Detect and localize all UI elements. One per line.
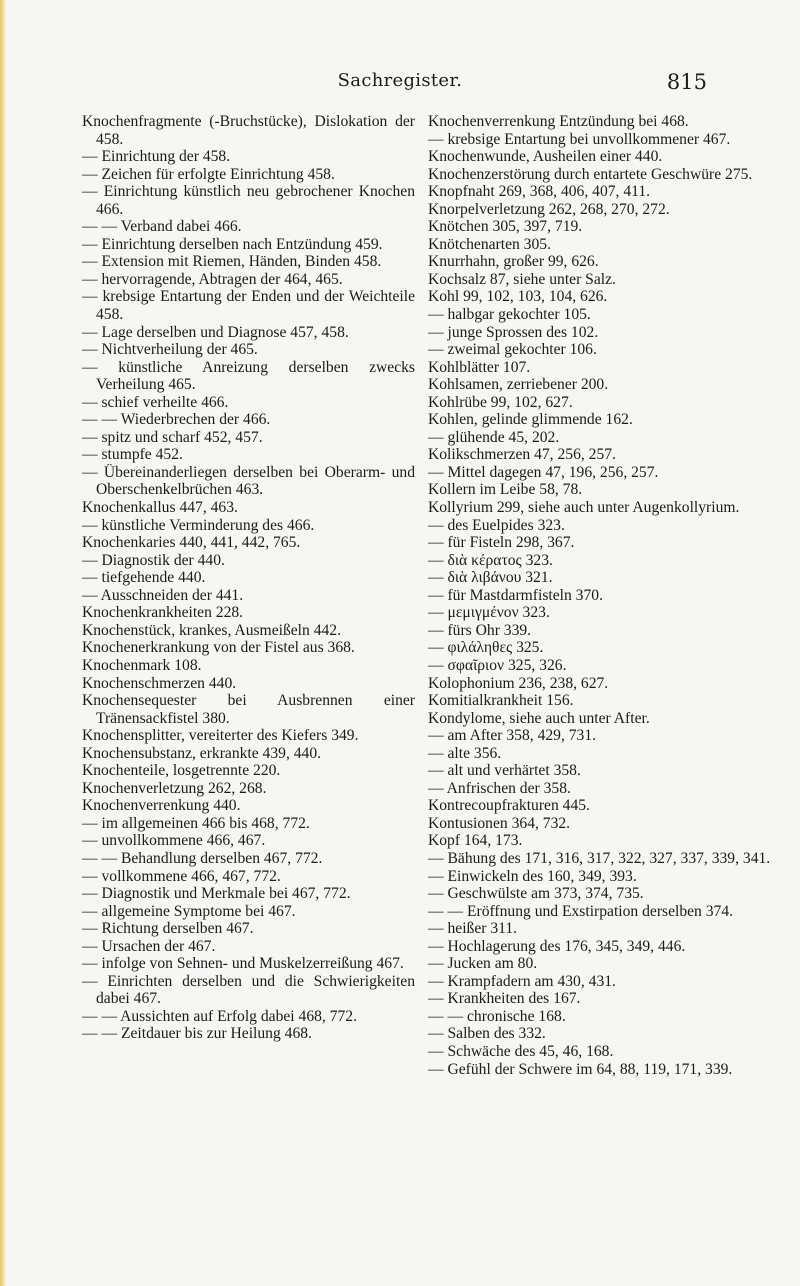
index-entry: — krebsige Entartung bei unvollkommener 467. — [428, 130, 731, 148]
index-entry: Knochenfragmente (-Bruchstücke), Dislokation der 458. — [82, 113, 415, 148]
index-entry: — Ursachen der 467. — [82, 937, 216, 955]
index-entry: Knochenverrenkung 440. — [82, 797, 241, 815]
index-entry: — Einrichten derselben und die Schwierigkeiten dabei 467. — [82, 972, 415, 1008]
index-column-left — [82, 113, 415, 1043]
index-entry: — διὰ κέρατος 323. — [428, 551, 553, 569]
index-entry: Knochenteile, losgetrennte 220. — [82, 762, 281, 780]
index-entry: Kolophonium 236, 238, 627. — [428, 674, 609, 692]
index-entry: — Jucken am 80. — [428, 955, 538, 973]
index-entry: Knochenverletzung 262, 268. — [82, 779, 267, 797]
index-entry: — Anfrischen der 358. — [428, 779, 571, 797]
index-entry: — Mittel dagegen 47, 196, 256, 257. — [428, 463, 659, 481]
index-entry: Komitialkrankheit 156. — [428, 692, 574, 710]
index-entry: — für Mastdarmfisteln 370. — [428, 586, 603, 604]
index-entry: — — Verband dabei 466. — [82, 218, 242, 236]
index-entry: Knötchenarten 305. — [428, 235, 551, 253]
index-entry: — hervorragende, Abtragen der 464, 465. — [82, 270, 343, 288]
index-entry: — μεμιγμένον 323. — [428, 604, 550, 622]
index-entry: — Ausschneiden der 441. — [82, 586, 244, 604]
index-entry: Kontusionen 364, 732. — [428, 814, 571, 832]
page-header — [0, 70, 800, 98]
index-entry: — Hochlagerung des 176, 345, 349, 446. — [428, 937, 686, 955]
index-entry: — alt und verhärtet 358. — [428, 762, 581, 780]
index-entry: Kohl 99, 102, 103, 104, 626. — [428, 288, 608, 306]
index-entry: — glühende 45, 202. — [428, 428, 560, 446]
index-entry: — Krankheiten des 167. — [428, 990, 581, 1008]
index-entry: Kontrecoupfrakturen 445. — [428, 797, 590, 815]
index-entry: — fürs Ohr 339. — [428, 621, 532, 639]
index-entry: — krebsige Entartung der Enden und der Weichteile 458. — [82, 288, 415, 324]
index-entry: Knochenkaries 440, 441, 442, 765. — [82, 534, 301, 552]
index-entry: — halbgar gekochter 105. — [428, 306, 591, 324]
index-entry: Kohlsamen, zerriebener 200. — [428, 376, 609, 394]
index-entry: — — chronische 168. — [428, 1007, 566, 1025]
index-entry: Knochenmark 108. — [82, 656, 202, 674]
index-entry: Knötchen 305, 397, 719. — [428, 218, 583, 236]
index-entry: Knochenerkrankung von der Fistel aus 368. — [82, 639, 355, 657]
index-entry: — heißer 311. — [428, 920, 518, 938]
index-entry: — Salben des 332. — [428, 1025, 546, 1043]
index-entry: Knochenkrankheiten 228. — [82, 604, 244, 622]
index-entry: Knochensubstanz, erkrankte 439, 440. — [82, 744, 322, 762]
index-entry: — Extension mit Riemen, Händen, Binden 458. — [82, 253, 382, 271]
index-entry: Knochenschmerzen 440. — [82, 674, 237, 692]
index-entry: — infolge von Sehnen- und Muskelzerreißung 467. — [82, 955, 404, 973]
index-entry: — Lage derselben und Diagnose 457, 458. — [82, 323, 349, 341]
index-entry: — allgemeine Symptome bei 467. — [82, 902, 296, 920]
index-entry: — Einrichtung der 458. — [82, 148, 231, 166]
index-entry: — — Aussichten auf Erfolg dabei 468, 772. — [82, 1007, 358, 1025]
index-entry: — Gefühl der Schwere im 64, 88, 119, 171, 339. — [428, 1060, 733, 1078]
index-entry: — spitz und scharf 452, 457. — [82, 428, 263, 446]
page-number: 815 — [666, 70, 707, 94]
index-entry: — künstliche Anreizung derselben zwecks Verheilung 465. — [82, 358, 415, 394]
index-entry: Kohlrübe 99, 102, 627. — [428, 393, 573, 411]
index-entry: Kochsalz 87, siehe unter Salz. — [428, 270, 616, 288]
index-entry: — σφαῖριον 325, 326. — [428, 656, 567, 674]
index-entry: — zweimal gekochter 106. — [428, 341, 597, 359]
page-edge — [0, 0, 6, 1286]
index-entry: Knochensequester bei Ausbrennen einer Tränensackfistel 380. — [82, 692, 415, 727]
index-entry: Knopfnaht 269, 368, 406, 407, 411. — [428, 183, 651, 201]
index-entry: — künstliche Verminderung des 466. — [82, 516, 315, 534]
index-entry: — — Behandlung derselben 467, 772. — [82, 849, 323, 867]
index-entry: — διὰ λιβάνου 321. — [428, 569, 553, 587]
index-entry: Kollern im Leibe 58, 78. — [428, 481, 583, 499]
index-entry: Kohlen, gelinde glimmende 162. — [428, 411, 633, 429]
index-entry: — tiefgehende 440. — [82, 569, 206, 587]
index-entry: — — Zeitdauer bis zur Heilung 468. — [82, 1025, 312, 1043]
index-entry: Knurrhahn, großer 99, 626. — [428, 253, 599, 271]
index-entry: Kopf 164, 173. — [428, 832, 523, 850]
index-entry: — Einrichtung künstlich neu gebrochener Knochen 466. — [82, 183, 415, 218]
index-entry: — junge Sprossen des 102. — [428, 323, 599, 341]
index-entry: Knorpelverletzung 262, 268, 270, 272. — [428, 200, 670, 218]
index-entry: — Schwäche des 45, 46, 168. — [428, 1042, 614, 1060]
index-entry: — vollkommene 466, 467, 772. — [82, 867, 281, 885]
index-entry: — alte 356. — [428, 744, 502, 762]
index-entry: Kohlblätter 107. — [428, 358, 531, 376]
index-entry: Kollyrium 299, siehe auch unter Augenkollyrium. — [428, 499, 740, 517]
index-column-right — [428, 113, 773, 1078]
index-entry: Knochenkallus 447, 463. — [82, 499, 238, 517]
index-entry: — Geschwülste am 373, 374, 735. — [428, 885, 644, 903]
index-entry: — am After 358, 429, 731. — [428, 727, 597, 745]
index-entry: — im allgemeinen 466 bis 468, 772. — [82, 814, 310, 832]
index-entry: Knochenwunde, Ausheilen einer 440. — [428, 148, 663, 166]
index-entry: — Zeichen für erfolgte Einrichtung 458. — [82, 165, 335, 183]
index-entry: — Richtung derselben 467. — [82, 920, 254, 938]
index-entry: — Diagnostik der 440. — [82, 551, 225, 569]
index-entry: — Krampfadern am 430, 431. — [428, 972, 616, 990]
index-entry: Kondylome, siehe auch unter After. — [428, 709, 650, 727]
index-entry: Knochenverrenkung Entzündung bei 468. — [428, 113, 689, 130]
index-entry: — unvollkommene 466, 467. — [82, 832, 266, 850]
index-entry: — Diagnostik und Merkmale bei 467, 772. — [82, 885, 351, 903]
index-entry: — Einrichtung derselben nach Entzündung 459. — [82, 235, 383, 253]
index-entry: — schief verheilte 466. — [82, 393, 229, 411]
index-entry: — — Wiederbrechen der 466. — [82, 411, 271, 429]
index-entry: — Übereinanderliegen derselben bei Oberarm- und Oberschenkelbrüchen 463. — [82, 463, 415, 499]
index-entry: Kolikschmerzen 47, 256, 257. — [428, 446, 616, 464]
index-entry: — φιλάληθες 325. — [428, 639, 544, 657]
index-entry: — für Fisteln 298, 367. — [428, 534, 575, 552]
index-entry: — — Eröffnung und Exstirpation derselben 374. — [428, 902, 734, 920]
index-entry: — Bähung des 171, 316, 317, 322, 327, 337, 339, 341. — [428, 849, 771, 867]
index-entry: — Nichtverheilung der 465. — [82, 341, 258, 359]
index-entry: Knochenzerstörung durch entartete Geschwüre 275. — [428, 165, 753, 183]
index-entry: — stumpfe 452. — [82, 446, 183, 464]
page-title: Sachregister. — [337, 70, 463, 91]
index-entry: Knochenstück, krankes, Ausmeißeln 442. — [82, 621, 341, 639]
index-entry: Knochensplitter, vereiterter des Kiefers 349. — [82, 727, 359, 745]
index-entry: — Einwickeln des 160, 349, 393. — [428, 867, 637, 885]
index-entry: — des Euelpides 323. — [428, 516, 565, 534]
